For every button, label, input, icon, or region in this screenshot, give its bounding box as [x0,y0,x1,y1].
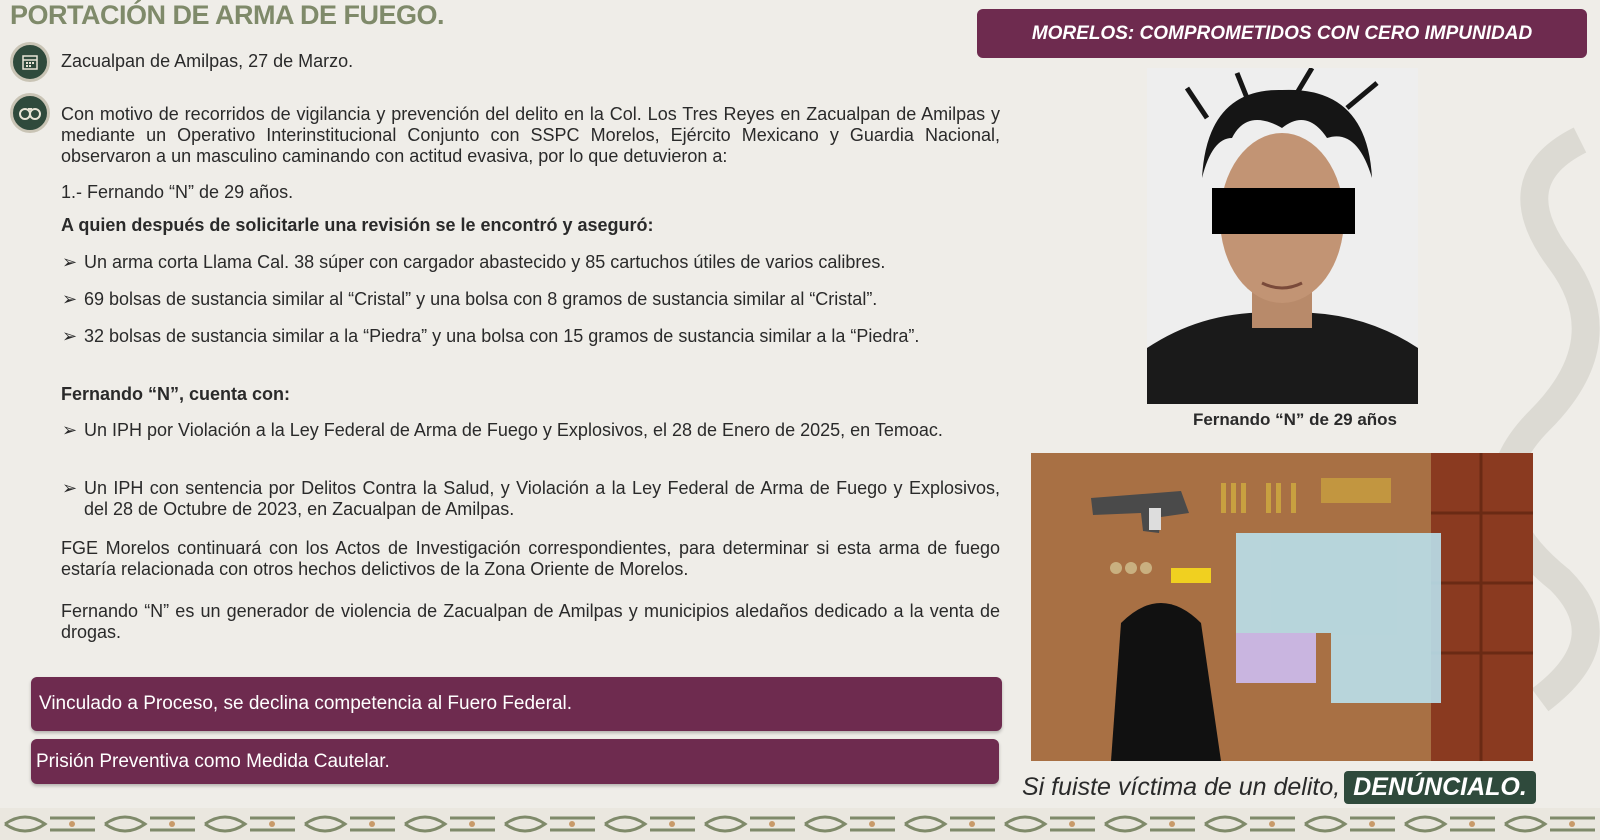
seized-heading: A quien después de solicitarle una revisión se le encontró y aseguró: [61,215,654,235]
cta-highlight: DENÚNCIALO. [1344,771,1536,804]
evidence-photo [1031,453,1533,761]
photo-caption: Fernando “N” de 29 años [1192,410,1398,429]
report-call-to-action [1022,771,1536,804]
record-item: ➢ Un IPH con sentencia por Delitos Contra la Salud, y Violación a la Ley Federal de Arma de Fuego y Explosivos, del 28 de Octubre de 2023, en Zacualpan de Amilpas. [62,478,1000,519]
seized-item: ➢ 32 bolsas de sustancia similar a la “Piedra” y una bolsa con 15 gramos de sustancia similar a la “Piedra”. [62,326,920,346]
decorative-footer-border [0,808,1600,840]
page-title: PORTACIÓN DE ARMA DE FUEGO. [10,0,445,30]
seized-item: ➢ 69 bolsas de sustancia similar al “Cristal” y una bolsa con 8 gramos de sustancia similar al “Cristal”. [62,289,878,309]
record-heading: Fernando “N”, cuenta con: [61,384,291,404]
detainee-photo [1147,68,1418,404]
status-process-text: Vinculado a Proceso, se declina competencia al Fuero Federal. [39,693,573,714]
investigation-paragraph: FGE Morelos continuará con los Actos de Investigación correspondientes, para determinar si esta arma de fuego estaría relacionada con otros hechos delictivos de la Zona Oriente de Morelos. [61,538,1000,579]
arrow-bullet-icon: ➢ [62,252,78,272]
violence-paragraph: Fernando “N” es un generador de violencia de Zacualpan de Amilpas y municipios aledaños dedicado a la venta de drogas. [61,601,1000,642]
seized-item: ➢ Un arma corta Llama Cal. 38 súper con cargador abastecido y 85 cartuchos útiles de varios calibres. [62,252,886,272]
slogan-banner: MORELOS: COMPROMETIDOS CON CERO IMPUNIDAD [977,9,1587,58]
cta-text: Si fuiste víctima de un delito, [1022,773,1341,801]
status-custody-bar [31,739,999,784]
intro-paragraph: Con motivo de recorridos de vigilancia y prevención del delito en la Col. Los Tres Reyes en Zacualpan de Amilpas y mediante un Operativo Interinstitucional Conjunto con SSPC Morelos, Ejército Mexicano y Guardia Nacional, observaron a un masculino caminando con actitud evasiva, por lo que detuvieron a: [61,104,1000,166]
handcuffs-icon [10,93,50,133]
record-item: ➢ Un IPH por Violación a la Ley Federal de Arma de Fuego y Explosivos, el 28 de Enero de 2025, en Temoac. [62,420,943,440]
arrow-bullet-icon: ➢ [62,326,78,346]
arrow-bullet-icon: ➢ [62,420,78,440]
location-date: Zacualpan de Amilpas, 27 de Marzo. [61,51,354,71]
status-custody-text: Prisión Preventiva como Medida Cautelar. [36,750,390,772]
detainee-line: 1.- Fernando “N” de 29 años. [61,182,294,202]
calendar-icon [10,42,50,82]
status-process-bar [31,677,1002,731]
arrow-bullet-icon: ➢ [62,289,78,309]
arrow-bullet-icon: ➢ [62,478,78,498]
